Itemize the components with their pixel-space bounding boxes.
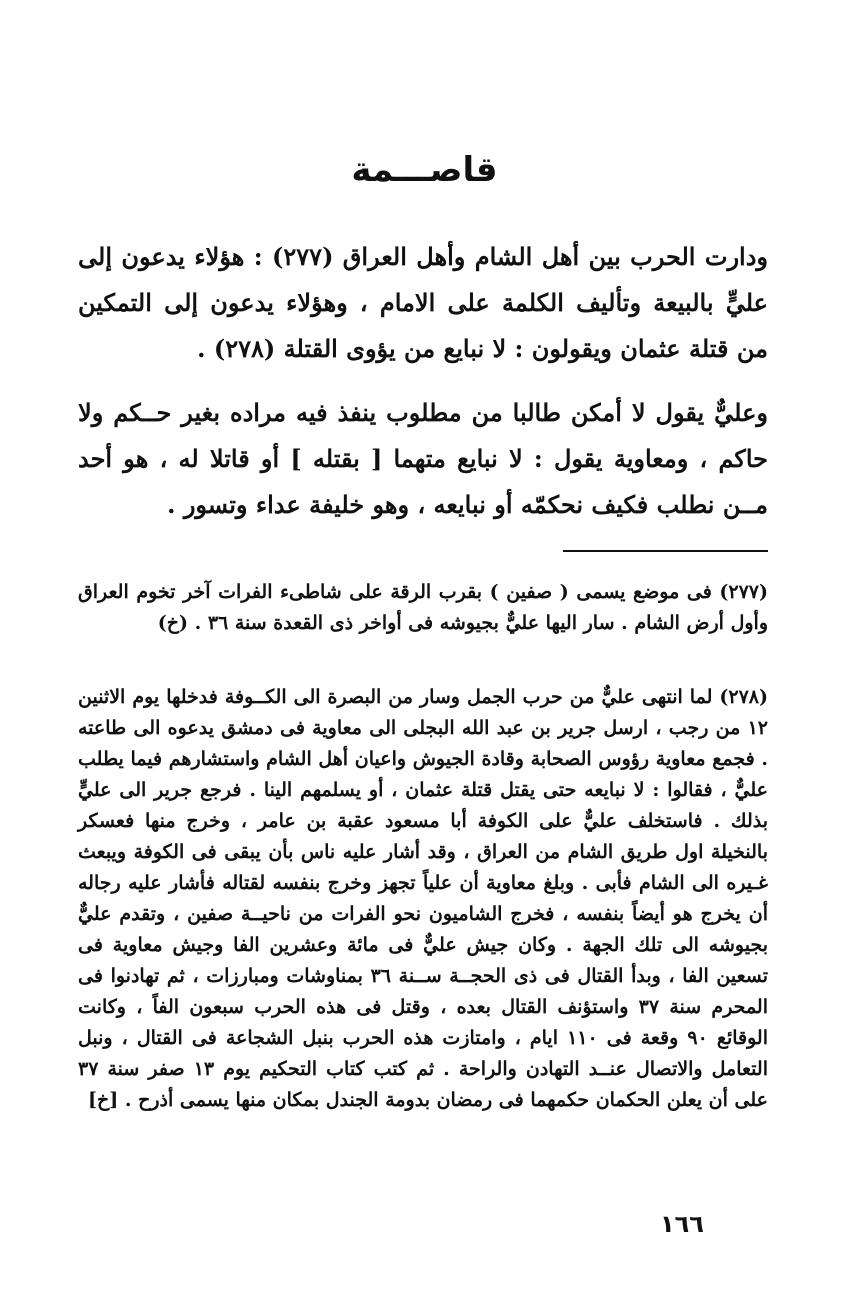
body-paragraph-1: ودارت الحرب بين أهل الشام وأهل العراق (٢٧٧) : هؤلاء يدعون إلى عليٍّ بالبيعة وتأليف الكلمة على الامام ، وهؤلاء يدعون إلى التمكين من قتلة عثمان ويقولون : لا نبايع من يؤوى القتلة (٢٧٨) . xyxy=(78,242,768,363)
page-number: ١٦٦ xyxy=(660,1210,704,1238)
page-title: قاصـــمة xyxy=(351,150,498,190)
body-paragraph-2: وعليٌّ يقول لا أمكن طالبا من مطلوب ينفذ فيه مراده بغير حــكم ولا حاكم ، ومعاوية يقول : لا نبايع متهما [ بقتله ] أو قاتلا له ، هو أحد مــن نطلب فكيف نحكمّه أو نبايعه ، وهو خليفة عداء وتسور . xyxy=(78,398,768,519)
footnote-278: (٢٧٨) لما انتهى عليٌّ من حرب الجمل وسار من البصرة الى الكــوفة فدخلها يوم الاثنين ١٢ من رجب ، ارسل جرير بن عبد الله البجلى الى معاوية فى دمشق يدعوه الى طاعته . فجمع معاوية رؤوس الصحابة وقادة الجيوش واعيان أهل الشام واستشارهم فيما يطلب عليٌّ ، فقالوا : لا نبايعه حتى يقتل قتلة عثمان ، أو يسلمهم الينا . فرجع جرير الى عليٍّ بذلك . فاستخلف عليٌّ على الكوفة أبا مسعود عقبة بن عامر ، وخرج منها فعسكر بالنخيلة اول طريق الشام من العراق ، وقد أشار عليه ناس بأن يبقى فى الكوفة ويبعث غـيره الى الشام فأبى . وبلغ معاوية أن علياً تجهز وخرج بنفسه لقتاله فأشار عليه رجاله أن يخرج هو أيضاً بنفسه ، فخرج الشاميون نحو الفرات من ناحيــة صفين ، وتقدم عليٌّ بجيوشه الى تلك الجهة . وكان جيش عليٌّ فى مائة وعشرين الفا وجيش معاوية فى تسعين الفا ، وبدأ القتال فى ذى الحجــة ســنة ٣٦ بمناوشات ومبارزات ، ثم تهادنوا فى المحرم سنة ٣٧ واستؤنف القتال بعده ، وقتل فى هذه الحرب سبعون الفاً ، وكانت الوقائع ٩٠ وقعة فى ١١٠ ايام ، وامتازت هذه الحرب بنبل الشجاعة فى القتال ، ونبل التعامل والاتصال عنــد التهادن والراحة . ثم كتب كتاب التحكيم يوم ١٣ صفر سنة ٣٧ على أن يعلن الحكمان حكمهما فى رمضان بدومة الجندل بمكان منها يسمى أذرح . [خ] xyxy=(78,686,769,1111)
footnote-divider xyxy=(563,550,768,552)
footnote-277: (٢٧٧) فى موضع يسمى ( صفين ) بقرب الرقة على شاطىء الفرات آخر تخوم العراق وأول أرض الشام . سار اليها عليٌّ بجيوشه فى أواخر ذى القعدة سنة ٣٦ . (خ) xyxy=(78,581,768,634)
